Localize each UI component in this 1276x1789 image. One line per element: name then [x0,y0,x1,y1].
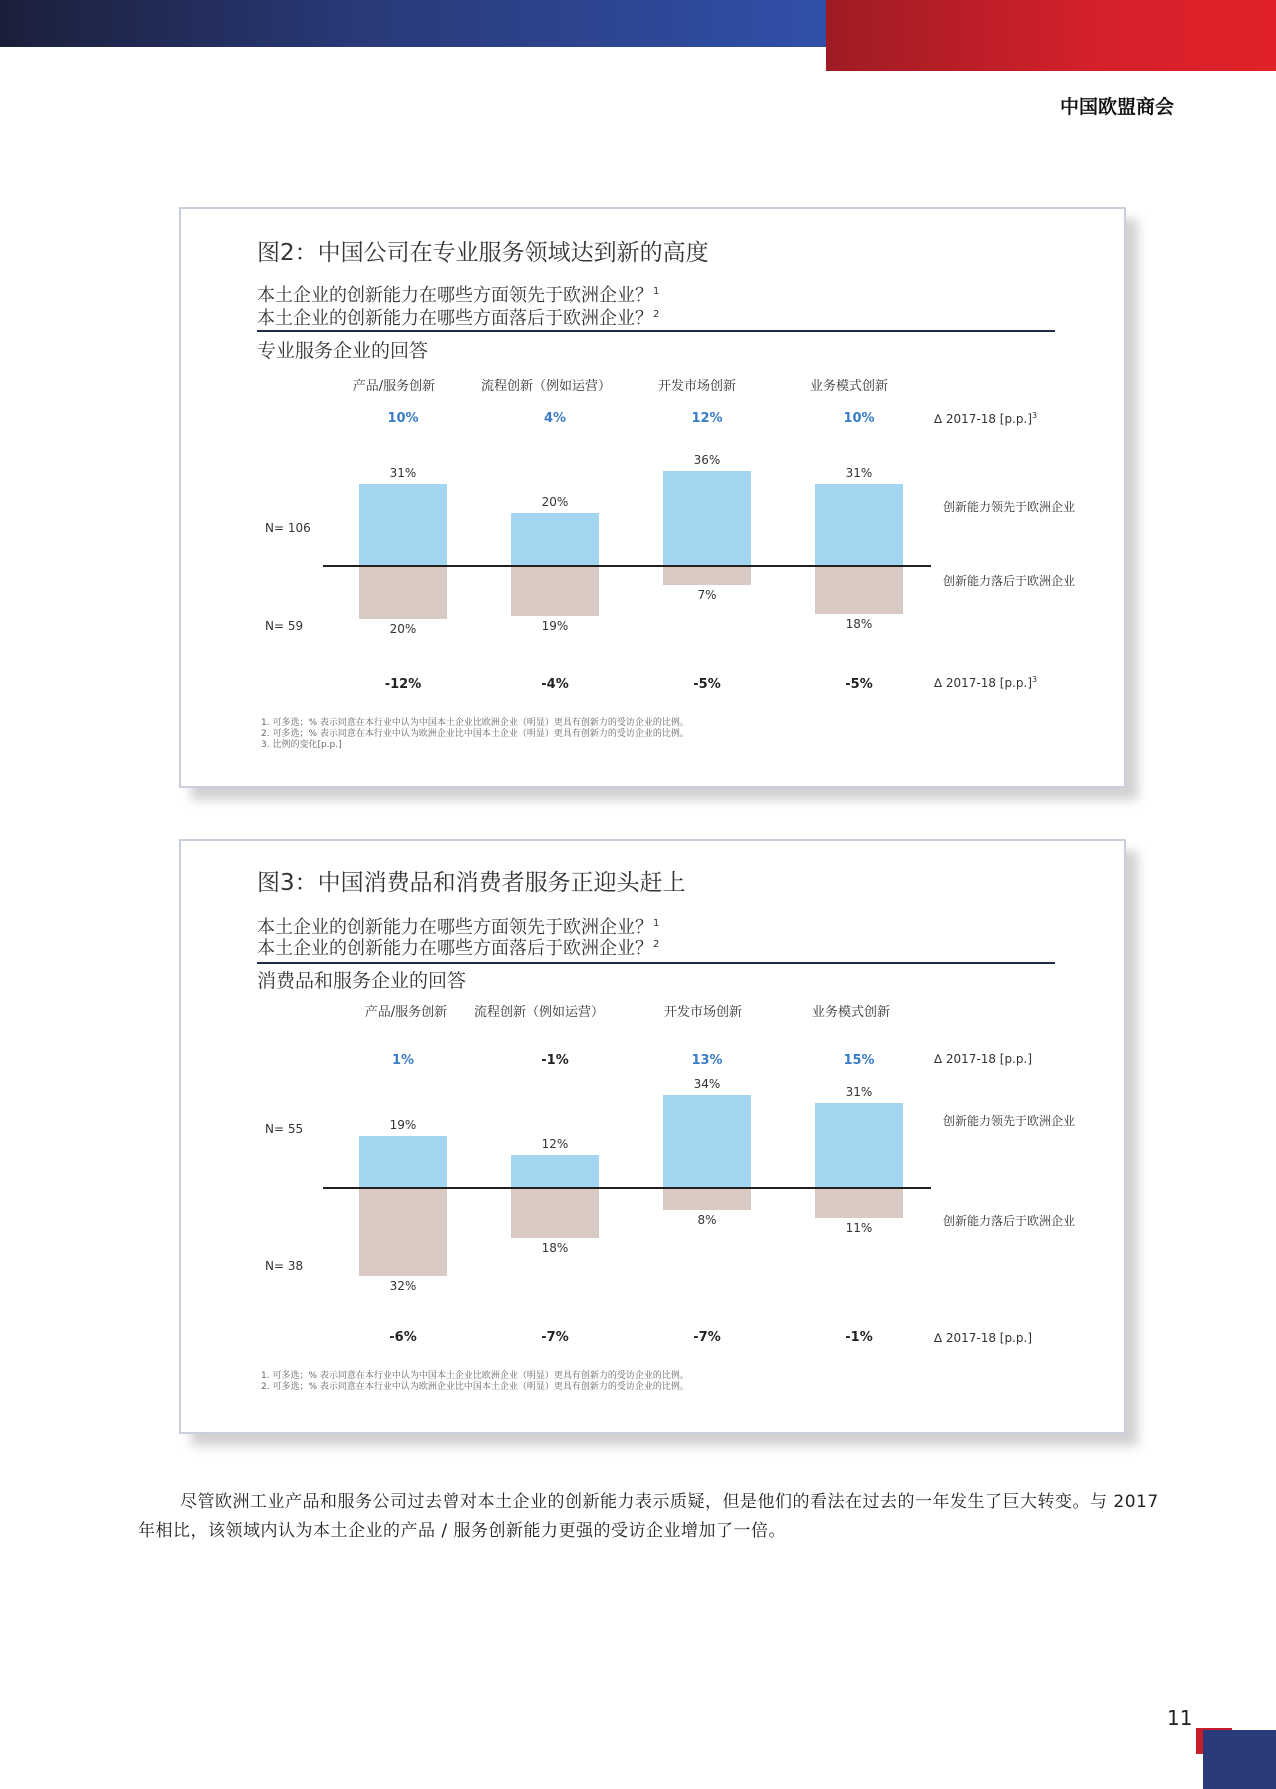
header-band-blue [0,0,826,47]
figure-2-legend-lag: 创新能力落后于欧洲企业 [943,574,1076,588]
figure-2-respondents: 专业服务企业的回答 [257,340,429,362]
bar-lag-label: 7% [697,587,717,602]
bar-lag-label: 20% [389,622,417,636]
figure-2-note: 3. 比例的变化[p.p.] [261,740,342,750]
figure-3-delta-label-bottom: ∆ 2017-18 [p.p.] [934,1331,1033,1345]
figure-3-note: 1. 可多选；% 表示同意在本行业中认为中国本土企业比欧洲企业（明显）更具有创新力的受访企业的比例。 [261,1371,689,1381]
bar-lead-label: 20% [541,495,569,509]
bar-lag [359,1188,447,1276]
figure-2-delta-lag: -12% [384,677,422,692]
bar-lead-label: 31% [845,465,873,480]
bar-lag-label: 32% [389,1279,417,1293]
bar-lag [815,566,903,614]
figure-2-n-lead: N= 106 [265,521,311,535]
page-number: 11 [1167,1706,1193,1730]
figure-3-question-lead: 本土企业的创新能力在哪些方面领先于欧洲企业？$^1$ [257,917,660,938]
figure-3-category: 流程创新（例如运营） [473,1005,605,1020]
bar-lag [511,1188,599,1238]
bar-lead-label: 36% [693,452,721,467]
org-name: 中国欧盟商会 [1059,96,1174,118]
figure-3-delta-lead: 13% [691,1053,723,1068]
figure-3-category: 产品/服务创新 [364,1005,448,1020]
figure-3-category: 开发市场创新 [663,1005,743,1020]
figure-3-legend-lead: 创新能力领先于欧洲企业 [943,1114,1076,1128]
figure-2-title: 图2：中国公司在专业服务领域达到新的高度 [257,240,709,266]
figure-2-panel [179,207,1126,788]
bar-lag [815,1188,903,1218]
bar-lag [663,1188,751,1210]
figure-2-delta-lead: 12% [691,411,723,426]
bar-lead [511,513,599,566]
bar-lead-label: 19% [389,1117,417,1132]
bar-lag-label: 19% [541,619,569,634]
figure-3-n-lead: N= 55 [265,1122,304,1136]
figure-2-note: 1. 可多选；% 表示同意在本行业中认为中国本土企业比欧洲企业（明显）更具有创新力的受访企业的比例。 [261,718,689,728]
bar-lead-label: 34% [693,1076,721,1091]
figure-2-delta-lag: -5% [845,677,873,692]
figure-2-category: 流程创新（例如运营） [480,379,612,394]
figure-2-delta-lead: 10% [387,411,419,426]
figure-2-delta-label-bottom: ∆ 2017-18 $[p.p.]^3$ [934,675,1038,690]
figure-2-delta-lag: -5% [693,677,721,692]
figure-3-respondents: 消费品和服务企业的回答 [257,970,467,992]
figure-2-category: 产品/服务创新 [352,379,436,394]
bar-lead [663,471,751,566]
figure-2-rule [257,330,1055,332]
bar-lead-label: 31% [845,1084,873,1099]
bar-lag [663,566,751,585]
bar-lead-label: 31% [389,465,417,480]
body-paragraph: 尽管欧洲工业产品和服务公司过去曾对本土企业的创新能力表示质疑，但是他们的看法在过去的一年发生了巨大转变。与 2017 年相比，该领域内认为本土企业的产品 / 服务创新能力更强的受访企业增加了一倍。 [138,1492,1159,1541]
figure-3-axis [323,1187,931,1189]
figure-3-delta-lag: -7% [541,1330,569,1345]
figure-3-delta-lead: 15% [843,1053,875,1068]
bar-lead [359,1136,447,1188]
bar-lag [511,566,599,616]
figure-3-legend-lag: 创新能力落后于欧洲企业 [943,1214,1076,1228]
figure-3-delta-label-top: ∆ 2017-18 [p.p.] [934,1052,1033,1066]
bar-lag-label: 11% [845,1221,873,1236]
bar-lead [663,1095,751,1189]
figure-3-n-lag: N= 38 [265,1259,304,1273]
figure-3-delta-lead: -1% [541,1053,569,1068]
figure-2-note: 2. 可多选；% 表示同意在本行业中认为欧洲企业比中国本土企业（明显）更具有创新力的受访企业的比例。 [261,729,689,739]
figure-2-delta-label-top: ∆ 2017-18 $[p.p.]^3$ [934,411,1038,426]
figure-3-rule [257,962,1055,964]
bar-lead-label: 12% [541,1137,569,1151]
figure-3-delta-lag: -7% [693,1330,721,1345]
figure-2-question-lag: 本土企业的创新能力在哪些方面落后于欧洲企业？$^2$ [257,308,660,329]
header-band-red [826,0,1276,71]
figure-2-delta-lead: 10% [843,411,875,426]
figure-3-title: 图3：中国消费品和消费者服务正迎头赶上 [257,870,686,896]
figure-2-notes [261,718,689,751]
figure-2-delta-lead: 4% [543,411,567,426]
bar-lead [359,484,447,566]
bar-lag [359,566,447,619]
figure-2-axis [323,565,931,567]
figure-2-delta-lag: -4% [541,677,569,692]
figure-3-notes [261,1371,689,1393]
figure-3-delta-lag: -6% [389,1330,417,1345]
figure-3-delta-lead: 1% [391,1053,415,1068]
footer-corner-blue [1203,1730,1276,1789]
figure-2-n-lag: N= 59 [265,619,304,633]
bar-lag-label: 18% [845,616,873,631]
figure-2-category: 业务模式创新 [809,379,889,394]
figure-3-question-lag: 本土企业的创新能力在哪些方面落后于欧洲企业？$^2$ [257,938,660,959]
figure-3-panel [179,839,1126,1434]
figure-2-legend-lead: 创新能力领先于欧洲企业 [943,500,1076,514]
bar-lead [815,484,903,566]
figure-2-question-lead: 本土企业的创新能力在哪些方面领先于欧洲企业？$^1$ [257,285,660,306]
figure-3-delta-lag: -1% [845,1330,873,1345]
bar-lag-label: 8% [697,1213,717,1227]
bar-lead [815,1103,903,1188]
figure-3-category: 业务模式创新 [811,1005,891,1020]
bar-lag-label: 18% [541,1240,569,1255]
bar-lead [511,1155,599,1188]
figure-2-category: 开发市场创新 [657,379,737,394]
figure-3-note: 2. 可多选；% 表示同意在本行业中认为欧洲企业比中国本土企业（明显）更具有创新力的受访企业的比例。 [261,1382,689,1392]
